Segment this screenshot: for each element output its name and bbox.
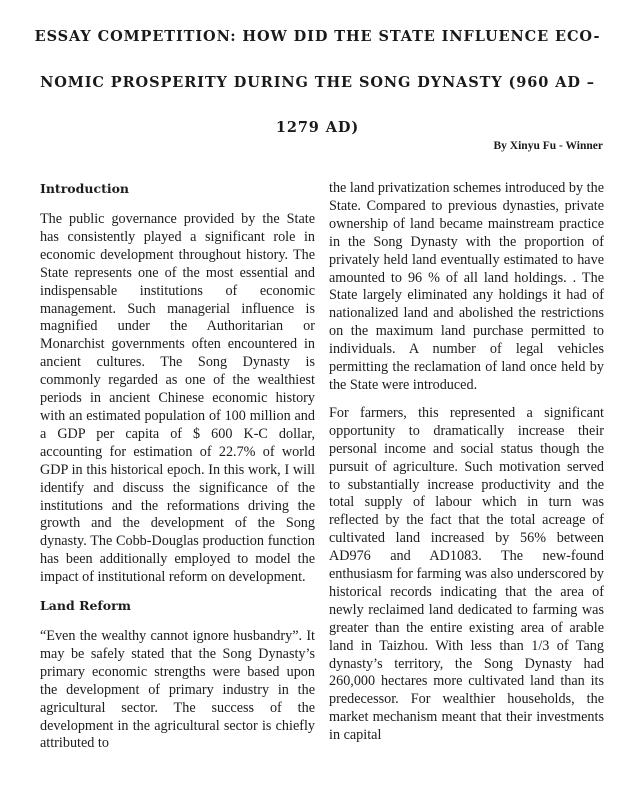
privatization-paragraph: the land privatization schemes introduced by the State. Compared to previous dynasties, private ownership of land became mainstream practice in the Song Dynasty with the proportion of privately held land eventually estimated to have amounted to 96 % of all land holdings. . The State largely eliminated any holdings it had of nationalized land and abolished the restrictions on the maximum land purchase permitted to individuals. A number of legal vehicles permitting the reclamation of land once held by the State were introduced. [329,180,604,393]
land-reform-heading: Land Reform [40,598,131,614]
introduction-paragraph: The public governance provided by the State has consistently played a significant role in economic development throughout history. The State represents one of the most essential and indispensable institutions of economic management. Such managerial influence is magnified under the Authoritarian or Monarchist governments often encountered in ancient cultures. The Song Dynasty is commonly regarded as one of the wealthiest periods in ancient Chinese economic history with an estimated population of 100 million and a GDP per capita of $ 600 K-C dollar, accounting for estimation of 22.7% of world GDP in this historical epoch. In this work, I will identify and discuss the significance of the institutions and the reformations driving the growth and the development of the Song dynasty. The Cobb-Douglas production function has been additionally employed to model the impact of institutional reform on development. [40,211,315,586]
essay-title-line-1: ESSAY COMPETITION: HOW DID THE STATE INFLUENCE ECO- [34,28,601,45]
essay-title-line-3: 1279 AD) [275,119,360,136]
introduction-heading: Introduction [40,181,130,196]
author-byline: By Xinyu Fu - Winner [493,140,603,152]
essay-title-line-2: NOMIC PROSPERITY DURING THE SONG DYNASTY (960 AD – [40,74,595,91]
land-reform-paragraph: “Even the wealthy cannot ignore husbandry”. It may be safely stated that the Song Dynasty’s primary economic strengths were based upon the development of primary industry in the agricultural sector. The success of the development in the agricultural sector is chiefly attributed to [40,628,315,752]
left-column [40,180,315,763]
farmers-paragraph: For farmers, this represented a significant opportunity to dramatically increase their personal income and social status though the pursuit of agriculture. Such motivation served to substantially increase productivity and the total supply of labour which in turn was reflected by the fact that the total acreage of cultivated land increased by 56% between AD976 and AD1083. The new-found enthusiasm for farming was also underscored by historical records indicating that the area of newly reclaimed land dedicated to farming was greater than the entire existing area of arable land in Taizhou. With less than 1/3 of Tang dynasty’s territory, the Song Dynasty had 260,000 hectares more cultivated land than its predecessor. For wealthier households, the market mechanism meant that their investments in capital [329,404,605,744]
right-column [329,180,604,755]
